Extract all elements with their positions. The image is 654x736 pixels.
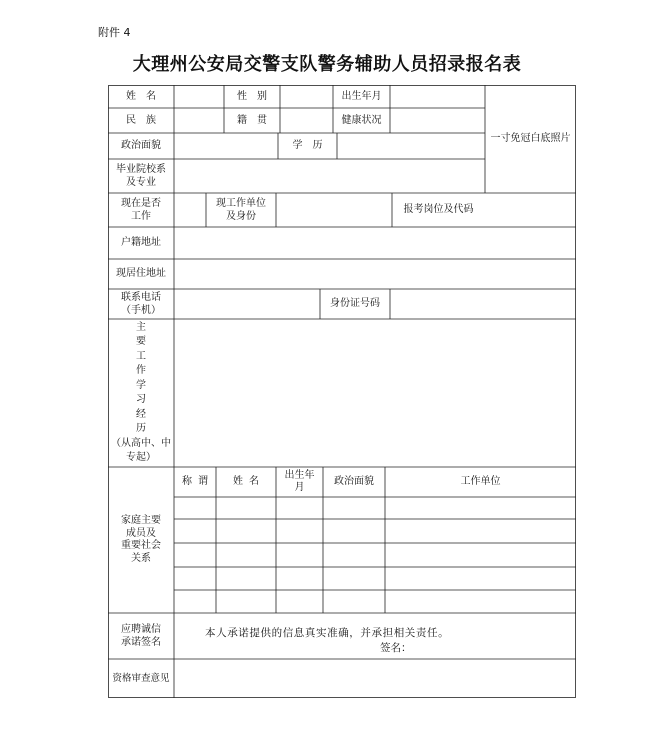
- experience-field[interactable]: [175, 320, 575, 466]
- name-label: 姓名: [126, 90, 166, 102]
- working-field[interactable]: [175, 194, 205, 226]
- pledge-text: 本人承诺提供的信息真实准确，并承担相关责任。: [205, 627, 450, 639]
- family-row[interactable]: [175, 544, 575, 566]
- education-field[interactable]: [338, 134, 484, 158]
- employer-label: 现工作单位 及身份: [216, 198, 266, 222]
- attachment-label: 附件 4: [98, 26, 131, 39]
- residence-field[interactable]: [175, 260, 575, 288]
- native-place-label: 籍贯: [237, 114, 277, 126]
- school-field[interactable]: [175, 160, 484, 192]
- id-label: 身份证号码: [330, 298, 380, 309]
- signature-label: 签名：: [380, 642, 412, 654]
- family-row[interactable]: [175, 591, 575, 612]
- signature-field[interactable]: [408, 637, 568, 655]
- household-field[interactable]: [175, 228, 575, 258]
- family-header-politics: 政治面貌: [334, 476, 374, 487]
- phone-label: 联系电话 （手机）: [121, 292, 161, 316]
- politics-label: 政治面貌: [121, 140, 161, 151]
- family-row[interactable]: [175, 498, 575, 519]
- ethnicity-field[interactable]: [175, 109, 223, 132]
- family-label: 家庭主要 成员及 重要社会 关系: [121, 515, 161, 564]
- ethnicity-label: 民族: [126, 114, 166, 126]
- gender-label: 性别: [237, 90, 277, 102]
- gender-field[interactable]: [281, 86, 332, 107]
- birth-label: 出生年月: [341, 90, 382, 102]
- working-label: 现在是否 工作: [121, 198, 161, 222]
- family-row[interactable]: [175, 520, 575, 542]
- family-header-employer: 工作单位: [460, 476, 501, 487]
- family-header-birth: 出生年 月: [284, 470, 315, 493]
- phone-field[interactable]: [175, 290, 319, 318]
- family-header-name: 姓名: [233, 476, 265, 487]
- education-label: 学历: [292, 140, 333, 151]
- family-row[interactable]: [175, 568, 575, 589]
- politics-field[interactable]: [175, 134, 277, 158]
- name-field[interactable]: [175, 86, 223, 107]
- birth-field[interactable]: [391, 86, 484, 107]
- experience-label: 主 要 工 作 学 习 经 历 （从高中、中 专起）: [111, 321, 171, 463]
- position-label: 报考岗位及代码: [403, 204, 474, 215]
- registration-form: [108, 85, 576, 698]
- photo-placeholder: 一寸免冠白底照片: [490, 133, 571, 144]
- family-header-relation: 称谓: [182, 476, 214, 487]
- employer-field[interactable]: [277, 194, 391, 226]
- residence-label: 现居住地址: [116, 268, 166, 279]
- health-field[interactable]: [391, 109, 484, 132]
- health-label: 健康状况: [341, 114, 382, 126]
- review-label: 资格审查意见: [112, 672, 170, 684]
- school-label: 毕业院校系 及专业: [116, 164, 166, 188]
- id-field[interactable]: [391, 290, 575, 318]
- form-title: 大理州公安局交警支队警务辅助人员招录报名表: [132, 54, 522, 75]
- position-field[interactable]: [486, 194, 575, 226]
- household-label: 户籍地址: [121, 237, 161, 248]
- native-place-field[interactable]: [281, 109, 332, 132]
- review-field[interactable]: [175, 660, 575, 697]
- pledge-label: 应聘诚信 承诺签名: [121, 624, 161, 648]
